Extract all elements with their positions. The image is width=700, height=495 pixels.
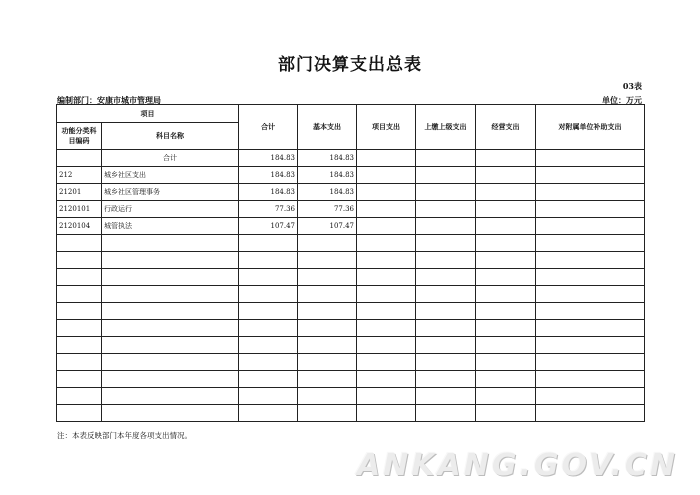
cell-business	[476, 150, 536, 167]
cell-subsidy	[536, 167, 645, 184]
table-row	[57, 269, 645, 286]
cell-total	[239, 235, 298, 252]
cell-code: 212	[57, 167, 102, 184]
cell-project	[357, 371, 416, 388]
cell-project	[357, 252, 416, 269]
cell-business	[476, 303, 536, 320]
header-total: 合计	[239, 105, 298, 150]
cell-subsidy	[536, 235, 645, 252]
cell-basic	[298, 371, 357, 388]
cell-name	[102, 303, 239, 320]
cell-upper	[416, 320, 476, 337]
cell-project	[357, 150, 416, 167]
cell-basic	[298, 388, 357, 405]
cell-business	[476, 405, 536, 422]
cell-business	[476, 286, 536, 303]
header-subject-name: 科目名称	[102, 123, 239, 150]
cell-total	[239, 286, 298, 303]
cell-project	[357, 184, 416, 201]
cell-upper	[416, 184, 476, 201]
table-row	[57, 371, 645, 388]
cell-upper	[416, 354, 476, 371]
cell-basic	[298, 235, 357, 252]
cell-project	[357, 354, 416, 371]
cell-total	[239, 388, 298, 405]
cell-upper	[416, 371, 476, 388]
cell-subsidy	[536, 269, 645, 286]
table-row	[57, 235, 645, 252]
table-row	[57, 303, 645, 320]
table-body	[57, 150, 645, 422]
cell-name	[102, 405, 239, 422]
header-subsidy: 对附属单位补助支出	[536, 105, 645, 150]
table-row	[57, 405, 645, 422]
cell-business	[476, 167, 536, 184]
cell-total	[239, 320, 298, 337]
cell-subsidy	[536, 286, 645, 303]
cell-basic	[298, 303, 357, 320]
cell-name	[102, 388, 239, 405]
cell-project	[357, 235, 416, 252]
site-watermark: ANKANG.GOV.CN	[356, 448, 678, 483]
cell-name	[102, 235, 239, 252]
cell-project	[357, 269, 416, 286]
cell-code	[57, 388, 102, 405]
cell-business	[476, 184, 536, 201]
cell-subsidy	[536, 150, 645, 167]
cell-basic: 107.47	[298, 218, 357, 235]
cell-name	[102, 269, 239, 286]
header-basic: 基本支出	[298, 105, 357, 150]
header-project-exp: 项目支出	[357, 105, 416, 150]
cell-name	[102, 354, 239, 371]
cell-upper	[416, 269, 476, 286]
cell-basic	[298, 269, 357, 286]
cell-subsidy	[536, 252, 645, 269]
cell-basic: 184.83	[298, 184, 357, 201]
cell-upper	[416, 388, 476, 405]
cell-business	[476, 337, 536, 354]
cell-name	[102, 371, 239, 388]
cell-basic	[298, 286, 357, 303]
cell-upper	[416, 235, 476, 252]
cell-code	[57, 286, 102, 303]
cell-total: 184.83	[239, 150, 298, 167]
cell-project	[357, 337, 416, 354]
table-row	[57, 354, 645, 371]
cell-subsidy	[536, 354, 645, 371]
expenditure-table	[56, 104, 645, 422]
table-row	[57, 150, 645, 167]
cell-subsidy	[536, 303, 645, 320]
table-row	[57, 218, 645, 235]
cell-business	[476, 201, 536, 218]
cell-name	[102, 286, 239, 303]
cell-total: 184.83	[239, 184, 298, 201]
cell-total: 184.83	[239, 167, 298, 184]
cell-code	[57, 303, 102, 320]
cell-code: 2120104	[57, 218, 102, 235]
cell-project	[357, 303, 416, 320]
cell-code: 2120101	[57, 201, 102, 218]
cell-name	[102, 337, 239, 354]
cell-business	[476, 320, 536, 337]
cell-basic	[298, 405, 357, 422]
table-row	[57, 320, 645, 337]
cell-upper	[416, 303, 476, 320]
cell-total	[239, 269, 298, 286]
table-row	[57, 201, 645, 218]
cell-project	[357, 218, 416, 235]
cell-project	[357, 201, 416, 218]
cell-name: 合计	[102, 150, 239, 167]
cell-code: 21201	[57, 184, 102, 201]
table-row	[57, 337, 645, 354]
cell-basic	[298, 354, 357, 371]
header-upper-pay: 上缴上级支出	[416, 105, 476, 150]
cell-project	[357, 167, 416, 184]
cell-subsidy	[536, 218, 645, 235]
table-row	[57, 286, 645, 303]
cell-project	[357, 405, 416, 422]
cell-code	[57, 371, 102, 388]
cell-total: 107.47	[239, 218, 298, 235]
cell-name: 行政运行	[102, 201, 239, 218]
cell-subsidy	[536, 388, 645, 405]
cell-upper	[416, 167, 476, 184]
cell-basic	[298, 337, 357, 354]
cell-upper	[416, 405, 476, 422]
cell-basic: 184.83	[298, 150, 357, 167]
cell-upper	[416, 337, 476, 354]
cell-code	[57, 405, 102, 422]
form-number: 03表	[622, 81, 642, 91]
cell-code	[57, 269, 102, 286]
cell-project	[357, 286, 416, 303]
cell-code	[57, 320, 102, 337]
header-business: 经营支出	[476, 105, 536, 150]
cell-total	[239, 252, 298, 269]
cell-code	[57, 337, 102, 354]
cell-project	[357, 320, 416, 337]
cell-subsidy	[536, 405, 645, 422]
cell-business	[476, 252, 536, 269]
cell-subsidy	[536, 184, 645, 201]
cell-business	[476, 388, 536, 405]
table-row	[57, 388, 645, 405]
cell-subsidy	[536, 337, 645, 354]
cell-total	[239, 371, 298, 388]
cell-total	[239, 405, 298, 422]
header-func-code: 功能分类科目编码	[57, 123, 102, 150]
cell-basic: 184.83	[298, 167, 357, 184]
footnote: 注：本表反映部门本年度各项支出情况。	[57, 431, 192, 440]
cell-total	[239, 337, 298, 354]
cell-total: 77.36	[239, 201, 298, 218]
table-row	[57, 184, 645, 201]
cell-name	[102, 320, 239, 337]
cell-code	[57, 235, 102, 252]
cell-upper	[416, 252, 476, 269]
cell-business	[476, 354, 536, 371]
cell-subsidy	[536, 201, 645, 218]
table-row	[57, 167, 645, 184]
cell-project	[357, 388, 416, 405]
cell-code	[57, 150, 102, 167]
cell-code	[57, 354, 102, 371]
header-project: 项目	[57, 105, 239, 123]
cell-business	[476, 269, 536, 286]
cell-name: 城管执法	[102, 218, 239, 235]
cell-basic: 77.36	[298, 201, 357, 218]
cell-code	[57, 252, 102, 269]
cell-total	[239, 354, 298, 371]
cell-name: 城乡社区管理事务	[102, 184, 239, 201]
unit-label: 单位：万元	[602, 95, 642, 105]
cell-basic	[298, 252, 357, 269]
department-label: 编制部门：安康市城市管理局	[57, 95, 161, 105]
cell-name	[102, 252, 239, 269]
page-title: 部门决算支出总表	[278, 55, 422, 75]
cell-subsidy	[536, 371, 645, 388]
cell-upper	[416, 218, 476, 235]
cell-business	[476, 218, 536, 235]
cell-subsidy	[536, 320, 645, 337]
cell-business	[476, 235, 536, 252]
cell-basic	[298, 320, 357, 337]
cell-business	[476, 371, 536, 388]
cell-name: 城乡社区支出	[102, 167, 239, 184]
table-row	[57, 252, 645, 269]
cell-upper	[416, 286, 476, 303]
cell-upper	[416, 150, 476, 167]
cell-total	[239, 303, 298, 320]
cell-upper	[416, 201, 476, 218]
